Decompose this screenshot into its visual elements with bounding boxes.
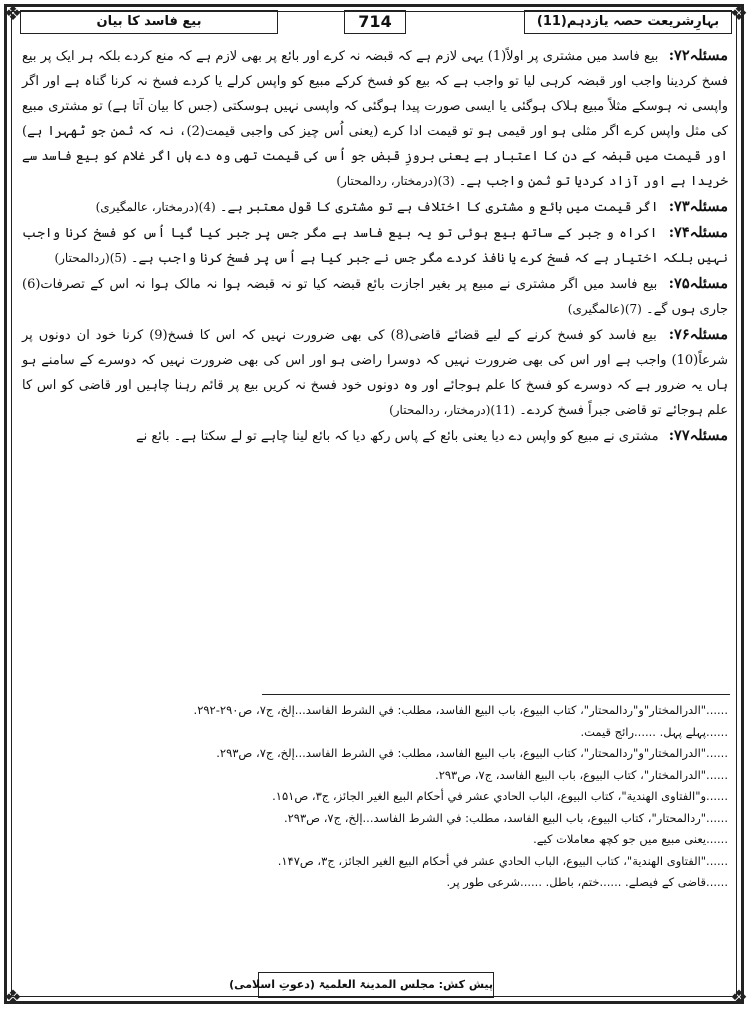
- issue-text: بیع فاسد کو فسخ کرنے کے لیے قضائے قاضی(8) کی بھی ضرورت نہیں کہ اس کا فسخ(9) کرنا خود ان دونوں پر شرعاً(10) واجب ہے اور اس کی بھی ضرورت نہیں کہ دوسرا راضی ہو اور اس کی بھی ضرورت نہیں کہ دوسرے کے سامنے ہو ہاں یہ ضرور ہے کہ دوسرے کو فسخ کا علم ہوجائے اور وہ دونوں خود فسخ نہ کریں بیع پر قائم رہنا چاہیں اور قاضی کو اس کا علم ہوجائے تو قاضی جبراً فسخ کردے۔: [22, 328, 728, 418]
- issue-text: اکراہ و جبر کے ساتھ بیع ہوئی تو یہ بیع فاسد ہے مگر جس پر جبر کیا گیا اُس کو فسخ کرنا واجب نہیں بلکہ اختیار ہے کہ فسخ کرے یا نافذ کردے مگر جس نے جبر کیا ہے اُس پر فسخ کرنا واجب ہے۔: [22, 226, 728, 266]
- corner-ornament-icon: ❖: [730, 1, 748, 25]
- corner-ornament-icon: ❖: [730, 985, 748, 1009]
- issue-paragraph: [22, 194, 728, 220]
- issue-text: مشتری نے مبیع کو واپس دے دیا یعنی بائع کے پاس رکھ دیا کہ بائع لینا چاہے تو لے سکتا ہے۔ بائع نے: [136, 429, 659, 444]
- page-header: [20, 8, 732, 38]
- corner-ornament-icon: ❖: [4, 985, 22, 1009]
- corner-ornament-icon: ❖: [4, 1, 22, 25]
- page-footer: پیش کش: مجلس المدینۃ العلمیۃ (دعوتِ اسلامی): [258, 972, 494, 998]
- book-title: بہارِشریعت حصہ یازدہم(11): [524, 10, 732, 34]
- footnote-line: ......"الدرالمختار"و"ردالمحتار"، كتاب البيوع، باب البيع الفاسد، مطلب: في الشرط الفاسد...إلخ، ج۷، ص۲۹۰-۲۹۲.: [193, 703, 728, 717]
- footnote-line: ......و"الفتاوى الهندية"، كتاب البيوع، الباب الحادي عشر في أحكام البيع الغير الجائز، ج۳، ص۱۵۱.: [272, 789, 728, 803]
- issue-paragraph: [22, 220, 728, 271]
- footnote-line: ......"الدرالمختار"و"ردالمحتار"، كتاب البيوع، باب البيع الفاسد، مطلب: في الشرط الفاسد...إلخ، ج۷، ص۲۹۳.: [216, 746, 728, 760]
- footnote-line: ......"الدرالمختار"، كتاب البيوع، باب البيع الفاسد، ج۷، ص۲۹۳.: [435, 767, 728, 782]
- issue-text: اگر قیمت میں بائع و مشتری کا اختلاف ہے تو مشتری کا قول معتبر ہے۔: [219, 200, 659, 215]
- issue-label: مسئلہ۷۳:: [668, 198, 728, 215]
- issue-reference: (11)(درمختار، ردالمحتار): [389, 403, 516, 417]
- issue-paragraph: [22, 271, 728, 322]
- issue-text: بیع فاسد میں مشتری پر اولاً(1) یہی لازم ہے کہ قبضہ نہ کرے اور بائع پر بھی لازم ہے کہ منع کردے بلکہ ہر ایک پر بیع فسخ کردینا واجب اور قبضہ کرہی لیا تو واجب ہے کہ بیع کو فسخ کرکے مبیع کو واپس کرلے یا کردے فسخ نہ کرنا گناہ ہے اور اگر واپسی نہ ہوسکے مثلاً مبیع ہلاک ہوگئی یا ایسی صورت پیدا ہوگئی کہ واپسی نہیں ہوسکتی (جس کا بیان آتا ہے) تو مشتری مبیع کی مثل واپس کرے اگر مثلی ہو اور قیمی ہو تو قیمت ادا کرے (یعنی اُس چیز کی واجبی قیمت(2)، نہ کہ ثمن جو ٹھہرا ہے) اور قیمت میں قبضہ کے دن کا اعتبار ہے یعنی بروزِ قبض جو اُس کی قیمت تھی وہ دے ہاں اگر غلام کو بیع فاسد سے خریدا ہے اور آزاد کردیا تو ثمن واجب ہے۔: [22, 49, 728, 189]
- issue-label: مسئلہ۷۵:: [668, 275, 728, 292]
- footnote-line: ......قاضی کے فیصلے. ......ختم، باطل. ......شرعی طور پر.: [446, 875, 728, 889]
- issue-paragraph: [22, 322, 728, 423]
- page-number: 714: [344, 10, 406, 34]
- issue-label: مسئلہ۷۴:: [668, 224, 728, 241]
- footnote-line: ......یعنی مبیع میں جو کچھ معاملات کیے.: [533, 832, 728, 846]
- issue-label: مسئلہ۷۲:: [668, 47, 728, 64]
- issue-reference: (3)(درمختار، ردالمحتار): [336, 174, 455, 188]
- issue-reference: (4)(درمختار، عالمگیری): [95, 200, 216, 214]
- footnote-divider: [262, 694, 730, 695]
- main-text: [22, 43, 728, 693]
- issue-label: مسئلہ۷۶:: [668, 326, 728, 343]
- issue-paragraph: [22, 43, 728, 194]
- footnote-line: ......پہلے پہل. ......رائج قیمت.: [580, 724, 728, 739]
- footnote-line: ......"ردالمحتار"، كتاب البيوع، باب البيع الفاسد، مطلب: في الشرط الفاسد...إلخ، ج۷، ص۲۹۳.: [283, 810, 728, 825]
- issue-text: بیع فاسد میں اگر مشتری نے مبیع پر بغیر اجازت بائع قبضہ کیا تو نہ قبضہ ہوا نہ مالک ہوا نہ اس کے تصرفات(6) جاری ہوں گے۔: [22, 277, 728, 317]
- issue-reference: (7)(عالمگیری): [567, 302, 642, 316]
- section-title: بیع فاسد کا بیان: [20, 10, 278, 34]
- issue-label: مسئلہ۷۷:: [668, 427, 728, 444]
- issue-paragraph: [22, 423, 728, 449]
- footnote-line: ......"الفتاوى الهندية"، كتاب البيوع، الباب الحادي عشر في أحكام البيع الغير الجائز، ج۳، ص۱۴۷.: [277, 853, 728, 868]
- issue-reference: (5)(ردالمحتار): [54, 251, 127, 265]
- footnotes: [22, 700, 728, 960]
